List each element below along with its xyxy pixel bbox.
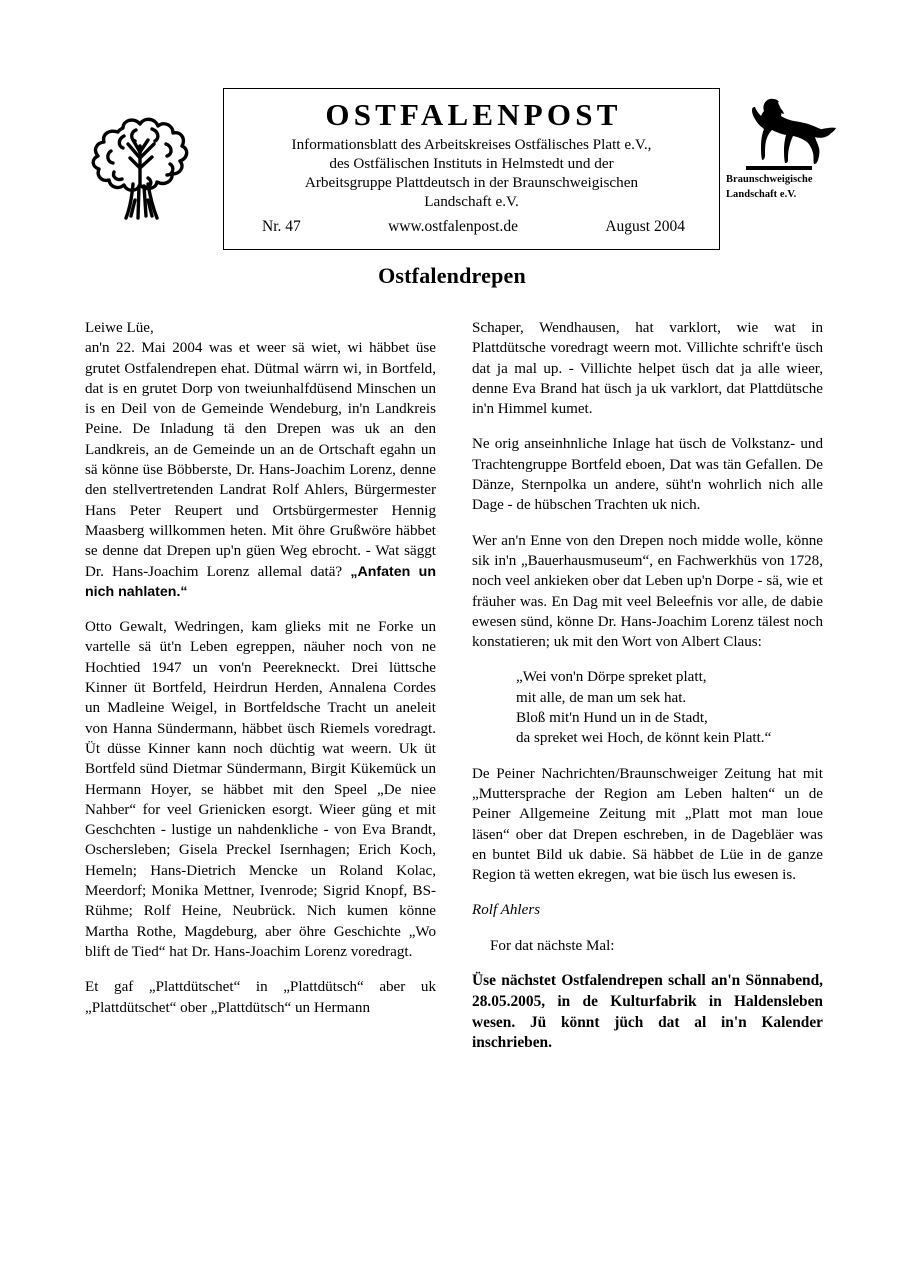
logo-text-line-2: Landschaft e.V.: [726, 188, 797, 200]
albert-claus-verse: [472, 667, 823, 748]
paragraph-6: Wer an'n Enne von den Drepen noch midde wolle, könne sik in'n „Bauerhausmuseum“, en Fachwerkhüs von 1728, noch veel ankieken ober dat Leben up'n Dorpe - sä, wie et fräuher was. En Dag mit veel Beleefnis vor alle, de dabie ewesen sünd, könne Dr. Hans-Joachim Lorenz tälest noch konstatieren; uk mit den Wort von Albert Claus:: [472, 532, 823, 651]
paragraph-3: Et gaf „Plattdütschet“ in „Plattdütsch“ aber uk „Plattdütschet“ ober „Plattdütsch“ un Hermann: [85, 979, 436, 1016]
masthead: [0, 88, 904, 256]
salutation: Leiwe Lüe,: [85, 320, 154, 336]
logo-text-line-1: Braunschweigische: [726, 174, 813, 185]
braunschweigische-landschaft-logo: [726, 94, 854, 218]
subtitle-line-3: Arbeitsgruppe Plattdeutsch in der Braunschweigischen: [304, 173, 639, 191]
issue-number: Nr. 47: [262, 218, 301, 236]
next-meeting-announcement: Üse nächstet Ostfalendrepen schall an'n Sönnabend, 28.05.2005, in de Kulturfabrik in Haldensleben wesen. Jü könnt jüch dat al in'n Kalender inschrieben.: [472, 972, 823, 1052]
verse-line-3: Bloß mit'n Hund un in de Stadt,: [516, 710, 708, 727]
paragraph-5: Ne orig anseinhnliche Inlage hat üsch de Volkstanz- und Trachtengruppe Bortfeld eboen, Dat was tän Gefallen. De Dänze, Sternpolka un andere, süht'n wohrlich nich alle Dage - de hübschen Trachten uk nich.: [472, 436, 823, 514]
article-headline: Ostfalendrepen: [378, 263, 526, 288]
verse-line-2: mit alle, de man um sek hat.: [516, 689, 687, 706]
paragraph-1-text: an'n 22. Mai 2004 was et weer sä wiet, wi häbbet üse grutet Ostfalendrepen ehat. Dütmal wärrn wi, in Bortfeld, dat is en grutet Dorp von tweiunhalfdüsend Minschen un is en Deil von de Gemeinde Wendeburg, in'n Landkreis Peine. De Inladung tä den Drepen was uk an den Landkreis, an de Gemeinde un an de Ortschaft egahn un sä könne üse Böbberste, Dr. Hans-Joachim Lorenz, denne den stellvertretenden Landrat Rolf Ahlers, Bürgermester Hans Peter Reupert und Ortsbürgermester Hennig Maasberg willkommen heten. Mit öhre Grußwöre häbbet se denne dat Drepen up'n güen Weg ebrocht. - Wat säggt Dr. Hans-Joachim Lorenz allemal datä?: [85, 340, 436, 580]
verse-line-1: „Wei von'n Dörpe spreket platt,: [516, 669, 707, 686]
oak-tree-icon: [78, 96, 210, 226]
saxon-horse-icon: [726, 94, 838, 172]
subtitle-line-4: Landschaft e.V.: [424, 193, 519, 211]
website-url[interactable]: www.ostfalenpost.de: [388, 218, 518, 236]
paragraph-1: [85, 338, 436, 602]
issue-date: August 2004: [605, 218, 685, 236]
right-column: [472, 318, 823, 1054]
article-body: [85, 318, 823, 1054]
subtitle-line-2: des Ostfälischen Instituts in Helmstedt und der: [329, 154, 614, 172]
masthead-box: [223, 88, 720, 250]
masthead-footer: [224, 218, 719, 237]
subtitle-line-1: Informationsblatt des Arbeitskreises Ostfälisches Platt e.V.,: [291, 135, 652, 153]
paragraph-7: De Peiner Nachrichten/Braunschweiger Zeitung hat mit „Muttersprache der Region am Leben halten“ un de Peiner Allgemeine Zeitung mit „Platt mot man loue läsen“ ober dat Drepen eschreben, in de Dagebläer was en buntet Bild uk dabie. Sä häbbet de Lüe in de ganze Region tä wetten ekregen, wat bie üsch lus ewesen is.: [472, 765, 823, 884]
next-meeting-intro: For dat nächste Mal:: [490, 937, 615, 954]
paragraph-4: Schaper, Wendhausen, hat varklort, wie wat in Plattdütsche voredragt weern mot. Villichte schrift'e üsch dat ja mal up. - Villichte helpet üsch dat ja alle wieer, denne Eva Brand hat üsch ja uk varklort, dat Plattdütsche in'n Himmel kumet.: [472, 320, 823, 418]
verse-line-4: da spreket wei Hoch, de könnt kein Platt.“: [516, 730, 772, 747]
masthead-subtitle: [224, 135, 719, 212]
publication-title: OSTFALENPOST: [325, 97, 622, 132]
left-column: [85, 318, 436, 1054]
author-signature: Rolf Ahlers: [472, 902, 541, 919]
lorenz-motto-quote: „Anfaten un nich nahlaten.“: [85, 563, 436, 600]
paragraph-2: Otto Gewalt, Wedringen, kam glieks mit ne Forke un vartelle sä üt'n Leben egreppen, näuher noch von ne Hochtied 1947 un von'n Peerekneckt. Drei lüttsche Kinner üt Bortfeld, Heirdrun Herden, Annalena Cordes un Madleine Weigel, in Bortfeldsche Tracht un aneleit von Hanna Sündermann, häbbet üsch Riemels voredragt. Üt düsse Kinner kann noch düchtig wat weern. Uk üt Bortfeld sünd Dietmar Sündermann, Birgit Kükemück un Hermann Hoyer, se häbbet mit den Speel „De niee Nahber“ for veel Grienicken esorgt. Wieer güng et mit Geschchten - lustige un nahdenkliche - von Eva Brandt, Oschersleben; Gisela Preckel Isernhagen; Erich Koch, Hemeln; Hans-Dietrich Mencke un Roland Kolac, Meerdorf; Monika Mettner, Ivenrode; Sigrid Knopf, BS-Rühme; Rolf Heine, Neubrück. Nich kumen könne Martha Rothe, Magdeburg, aber öhre Geschichte „Wo blift de Tied“ hat Dr. Hans-Joachim Lorenz voredragt.: [85, 619, 436, 960]
